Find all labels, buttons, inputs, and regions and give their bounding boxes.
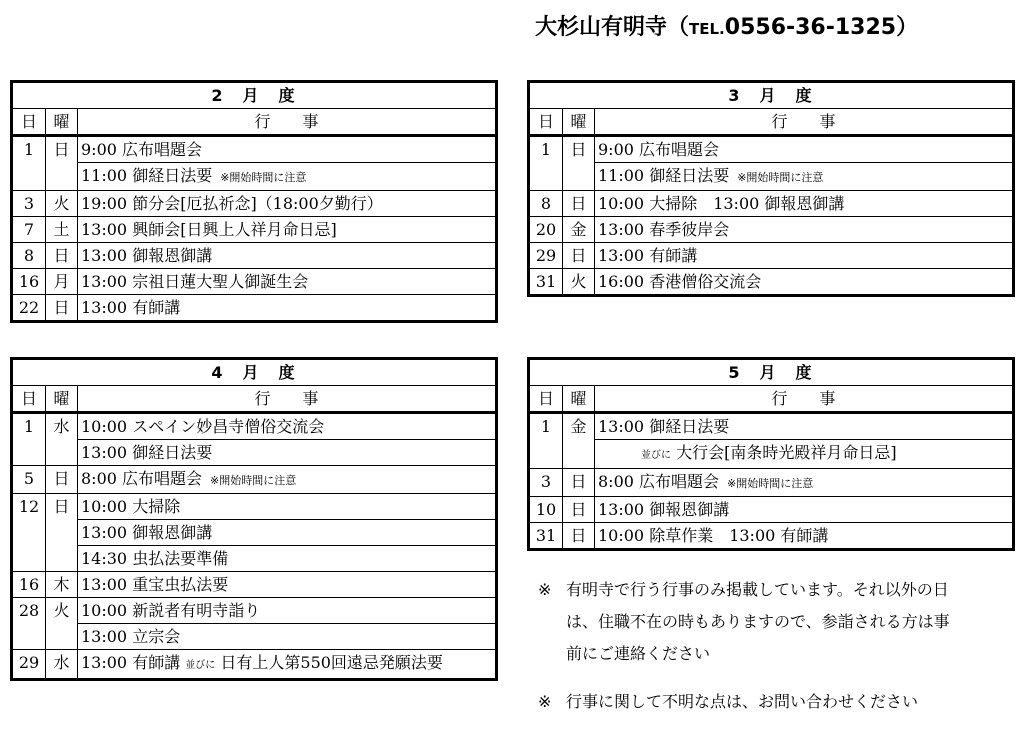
col-day: 日	[529, 386, 563, 413]
weekday: 火	[46, 598, 78, 650]
event: 13:00 有師講 並びに 日有上人第550回遠忌発願法要	[78, 650, 497, 680]
event: 13:00 御報恩御講	[78, 243, 497, 269]
february-schedule	[10, 80, 498, 323]
event: 13:00 御経日法要	[78, 440, 497, 466]
weekday: 火	[563, 269, 595, 296]
table-row	[12, 466, 497, 494]
event: 11:00 御経日法要 ※開始時間に注意	[78, 163, 497, 191]
event: 8:00 広布唱題会 ※開始時間に注意	[595, 469, 1014, 497]
event: 13:00 春季彼岸会	[595, 217, 1014, 243]
event: 13:00 重宝虫払法要	[78, 572, 497, 598]
day: 1	[12, 413, 46, 466]
day: 22	[12, 295, 46, 322]
conjunction-label: 並びに	[185, 660, 216, 671]
phone-number: 0556-36-1325）	[724, 15, 919, 40]
day: 31	[529, 523, 563, 550]
event: 13:00 興師会[日興上人祥月命日忌]	[78, 217, 497, 243]
table-row	[12, 546, 497, 572]
table-row	[12, 572, 497, 598]
event: 9:00 広布唱題会	[595, 136, 1014, 163]
table-row	[12, 650, 497, 680]
day: 8	[529, 191, 563, 217]
conjunction-label: 並びに	[641, 450, 671, 461]
table-row	[12, 520, 497, 546]
day: 31	[529, 269, 563, 296]
col-weekday: 曜	[563, 109, 595, 136]
table-row	[12, 191, 497, 217]
weekday: 水	[46, 650, 78, 680]
weekday: 日	[46, 466, 78, 494]
remark-2	[538, 686, 1018, 718]
day: 8	[12, 243, 46, 269]
day: 29	[12, 650, 46, 680]
day: 20	[529, 217, 563, 243]
event: 13:00 御経日法要	[595, 413, 1014, 440]
col-event: 行 事	[78, 386, 497, 413]
day: 5	[12, 466, 46, 494]
table-row	[12, 136, 497, 163]
table-row	[12, 269, 497, 295]
table-row	[529, 523, 1014, 550]
note-mark: ※	[538, 580, 552, 599]
day: 3	[529, 469, 563, 497]
event: 11:00 御経日法要 ※開始時間に注意	[595, 163, 1014, 191]
event: 16:00 香港僧俗交流会	[595, 269, 1014, 296]
weekday: 金	[563, 413, 595, 469]
event: 13:00 立宗会	[78, 624, 497, 650]
table-row	[12, 598, 497, 624]
event: 13:00 御報恩御講	[78, 520, 497, 546]
event: 10:00 スペイン妙昌寺僧俗交流会	[78, 413, 497, 440]
day: 28	[12, 598, 46, 650]
col-weekday: 曜	[563, 386, 595, 413]
table-row	[12, 440, 497, 466]
col-day: 日	[12, 109, 46, 136]
day: 1	[529, 413, 563, 469]
table-row	[12, 243, 497, 269]
time-note: ※開始時間に注意	[737, 171, 824, 184]
event: 8:00 広布唱題会 ※開始時間に注意	[78, 466, 497, 494]
remark-line: 有明寺で行う行事のみ掲載しています。それ以外の日	[566, 580, 949, 599]
note-mark: ※	[538, 692, 552, 711]
weekday: 火	[46, 191, 78, 217]
weekday: 土	[46, 217, 78, 243]
event: 13:00 御報恩御講	[595, 497, 1014, 523]
day: 10	[529, 497, 563, 523]
temple-name: 大杉山有明寺（	[535, 15, 690, 40]
month-title: 3 月 度	[529, 82, 1014, 109]
day: 29	[529, 243, 563, 269]
time-note: ※開始時間に注意	[210, 474, 297, 487]
col-day: 日	[12, 386, 46, 413]
event: 14:30 虫払法要準備	[78, 546, 497, 572]
event: 10:00 除草作業 13:00 有師講	[595, 523, 1014, 550]
weekday: 日	[46, 243, 78, 269]
table-row	[12, 217, 497, 243]
col-event: 行 事	[595, 386, 1014, 413]
col-event: 行 事	[595, 109, 1014, 136]
remark-line: は、住職不在の時もありますので、参詣される方は事	[566, 612, 950, 631]
tel-label: TEL.	[689, 20, 725, 38]
month-title: 4 月 度	[12, 359, 497, 386]
table-row	[529, 163, 1014, 191]
remark-1	[538, 574, 1018, 670]
event: 10:00 新説者有明寺詣り	[78, 598, 497, 624]
remark-line: 行事に関して不明な点は、お問い合わせください	[566, 692, 919, 711]
weekday: 日	[563, 243, 595, 269]
may-schedule	[527, 357, 1015, 551]
table-row	[12, 494, 497, 520]
weekday: 金	[563, 217, 595, 243]
event: 13:00 宗祖日蓮大聖人御誕生会	[78, 269, 497, 295]
event: 13:00 有師講	[78, 295, 497, 322]
day: 16	[12, 269, 46, 295]
col-weekday: 曜	[46, 386, 78, 413]
table-row	[529, 469, 1014, 497]
month-title: 5 月 度	[529, 359, 1014, 386]
weekday: 日	[563, 497, 595, 523]
table-row	[529, 243, 1014, 269]
weekday: 月	[46, 269, 78, 295]
col-weekday: 曜	[46, 109, 78, 136]
col-event: 行 事	[78, 109, 497, 136]
table-row	[529, 497, 1014, 523]
weekday: 日	[563, 469, 595, 497]
march-schedule	[527, 80, 1015, 297]
table-row	[529, 136, 1014, 163]
weekday: 木	[46, 572, 78, 598]
day: 1	[529, 136, 563, 191]
table-row	[12, 295, 497, 322]
table-row	[529, 413, 1014, 440]
april-schedule	[10, 357, 498, 681]
day: 3	[12, 191, 46, 217]
col-day: 日	[529, 109, 563, 136]
table-row	[529, 269, 1014, 296]
weekday: 日	[563, 136, 595, 191]
event: 並びに 大行会[南条時光殿祥月命日忌]	[595, 440, 1014, 469]
temple-header	[535, 10, 918, 41]
day: 1	[12, 136, 46, 191]
weekday: 日	[46, 295, 78, 322]
table-row	[12, 624, 497, 650]
event: 10:00 大掃除	[78, 494, 497, 520]
event: 10:00 大掃除 13:00 御報恩御講	[595, 191, 1014, 217]
weekday: 水	[46, 413, 78, 466]
event: 13:00 有師講	[595, 243, 1014, 269]
weekday: 日	[563, 191, 595, 217]
table-row	[529, 191, 1014, 217]
table-row	[12, 413, 497, 440]
day: 7	[12, 217, 46, 243]
month-title: 2 月 度	[12, 82, 497, 109]
day: 12	[12, 494, 46, 572]
time-note: ※開始時間に注意	[727, 477, 814, 490]
table-row	[529, 217, 1014, 243]
table-row	[12, 163, 497, 191]
remark-line: 前にご連絡ください	[566, 644, 711, 663]
day: 16	[12, 572, 46, 598]
table-row	[529, 440, 1014, 469]
weekday: 日	[46, 136, 78, 191]
time-note: ※開始時間に注意	[220, 171, 307, 184]
event: 9:00 広布唱題会	[78, 136, 497, 163]
event: 19:00 節分会[厄払祈念]（18:00夕勤行）	[78, 191, 497, 217]
weekday: 日	[46, 494, 78, 572]
weekday: 日	[563, 523, 595, 550]
